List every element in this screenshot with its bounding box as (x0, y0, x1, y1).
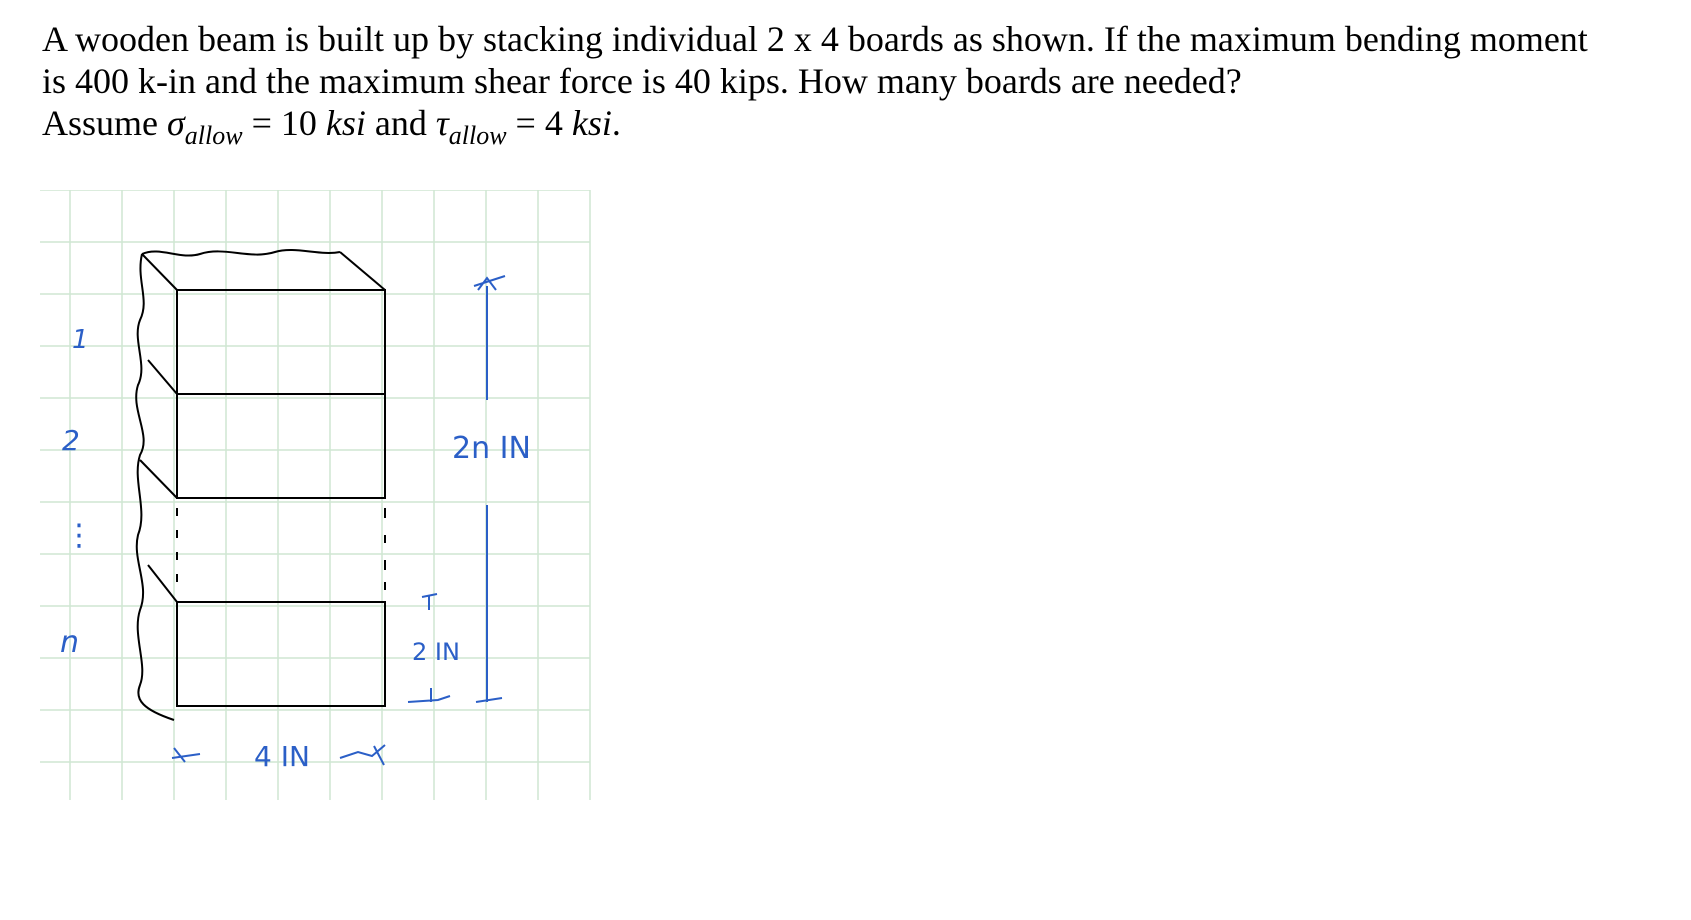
width-dim-left-arrow (172, 748, 200, 762)
period: . (611, 103, 621, 143)
problem-statement (42, 18, 1662, 148)
board-n-top-diagonal (140, 460, 177, 498)
height-dimension (474, 276, 505, 702)
height-dimension-label: 2n IN (452, 431, 531, 466)
board-label-2: 2 (62, 424, 80, 457)
and-text: and (365, 103, 436, 143)
beam-top-diagonal-left (142, 254, 177, 290)
board-dim-bottom-arrow (408, 688, 450, 702)
board-label-n: n (60, 625, 80, 660)
sigma-symbol: σ (167, 103, 185, 143)
board-n-edge-diagonal (148, 565, 177, 602)
sigma-subscript: allow (184, 121, 243, 150)
board-1 (177, 290, 385, 394)
problem-line-1: A wooden beam is built up by stacking individual 2 x 4 boards as shown. If the maximum bending moment (42, 19, 1588, 59)
board-2 (177, 394, 385, 498)
board-height-label: 2 IN (412, 638, 460, 666)
board-label-1: 1 (72, 325, 89, 355)
assume-text: Assume (42, 103, 158, 143)
sigma-equals: = 10 (242, 103, 326, 143)
grid-background (40, 190, 590, 800)
board-labels (60, 325, 94, 660)
tau-unit: ksi (571, 103, 612, 143)
problem-line-3 (42, 102, 1662, 148)
beam-top-wavy-edge (142, 250, 340, 256)
board-label-ellipsis: ⋮ (64, 518, 94, 553)
board-2-edge-diagonal (148, 360, 177, 394)
problem-line-2: is 400 k-in and the maximum shear force is 40 kips. How many boards are needed? (42, 61, 1242, 101)
tau-equals: = 4 (506, 103, 572, 143)
beam-diagram (40, 190, 640, 870)
tau-symbol: τ (435, 103, 449, 143)
sigma-unit: ksi (325, 103, 366, 143)
tau-subscript: allow (448, 121, 507, 150)
beam-left-wavy-edge (136, 254, 174, 720)
board-n (177, 602, 385, 706)
height-dim-top-arrow (474, 276, 505, 290)
height-dim-bottom-tick (476, 698, 502, 702)
beam-top-diagonal-right (340, 252, 385, 290)
width-dimension-label: 4 IN (254, 740, 310, 773)
